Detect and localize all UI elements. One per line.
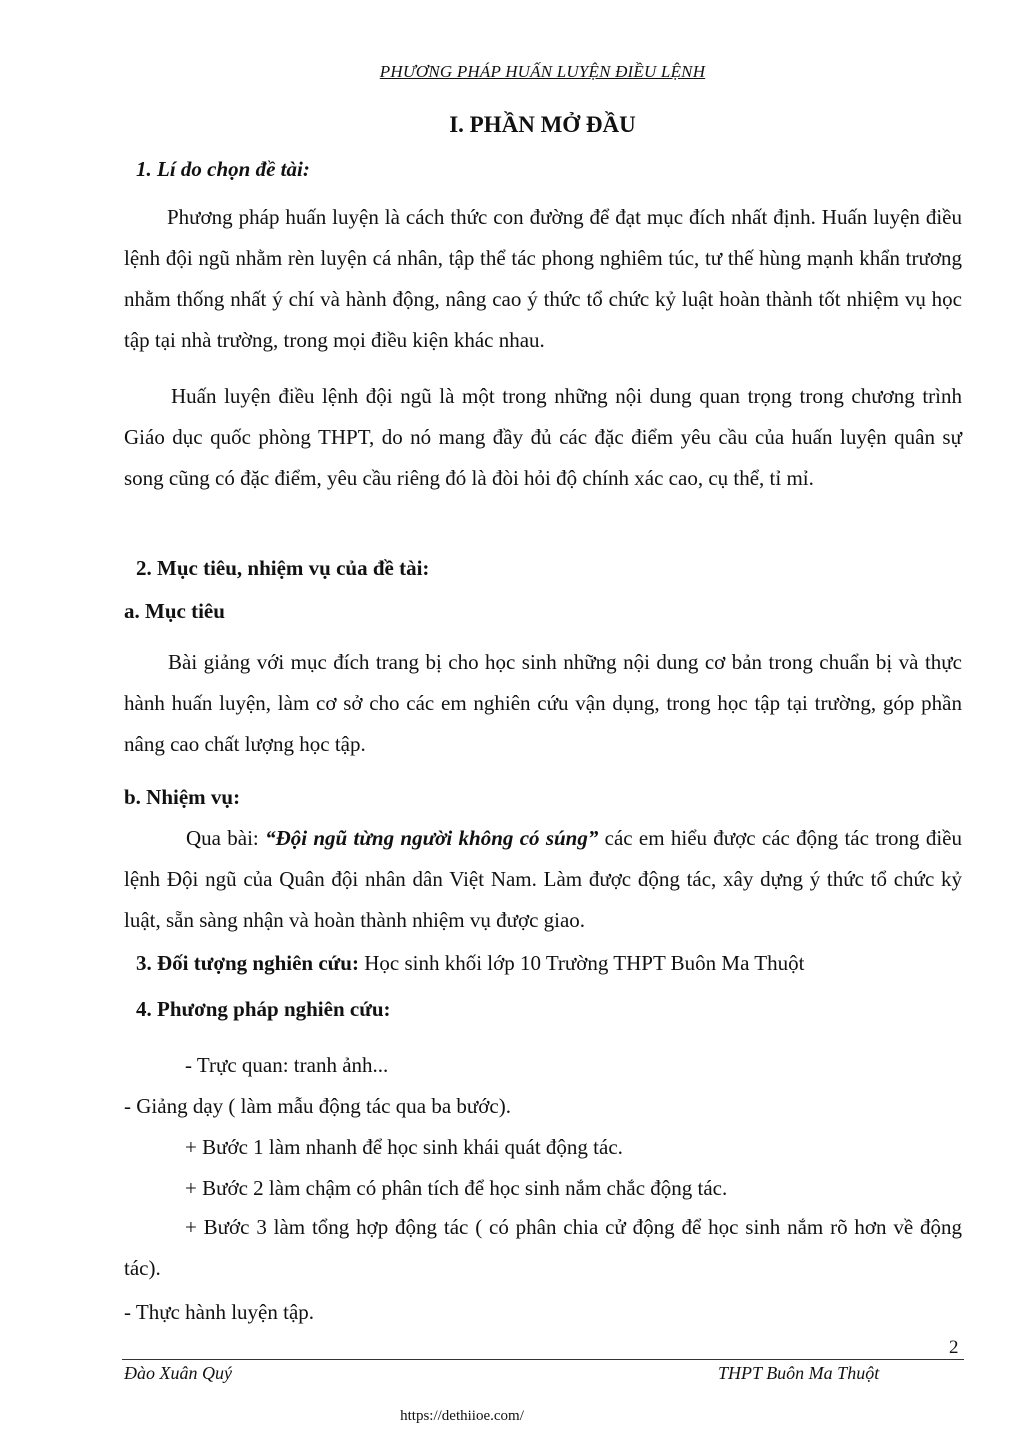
method-step-3	[124, 1207, 962, 1289]
paragraph-text: + Bước 3 làm tổng hợp động tác ( có phân chia cử động để học sinh nắm rõ hơn về động tác).	[124, 1215, 962, 1280]
tasks-text: các em hiểu được các động tác trong điều lệnh Đội ngũ của Quân đội nhân dân Việt Nam. Làm được động tác, xây dựng ý thức tổ chức kỷ luật, sẵn sàng nhận và hoàn thành nhiệm vụ được giao.	[124, 826, 962, 932]
footer-school: THPT Buôn Ma Thuột	[718, 1363, 880, 1383]
heading-methods: 4. Phương pháp nghiên cứu:	[136, 997, 391, 1021]
running-header: PHƯƠNG PHÁP HUẤN LUYỆN ĐIỀU LỆNH	[379, 62, 706, 81]
paragraph-reason-1	[124, 197, 962, 361]
footer-divider	[122, 1359, 964, 1360]
heading-goal: a. Mục tiêu	[124, 599, 225, 623]
paragraph-goal	[124, 642, 962, 765]
paragraph-text: Huấn luyện điều lệnh đội ngũ là một trong những nội dung quan trọng trong chương trình Giáo dục quốc phòng THPT, do nó mang đầy đủ các đặc điểm yêu cầu của huấn luyện quân sự song cũng có đặc điểm, yêu cầu riêng đó là đòi hỏi độ chính xác cao, cụ thể, tỉ mỉ.	[124, 384, 962, 490]
method-item: - Giảng dạy ( làm mẫu động tác qua ba bước).	[124, 1094, 511, 1118]
method-item: - Thực hành luyện tập.	[124, 1300, 315, 1324]
paragraph-text: Bài giảng với mục đích trang bị cho học sinh những nội dung cơ bản trong chuẩn bị và thực hành huấn luyện, làm cơ sở cho các em nghiên cứu vận dụng, trong học tập tại trường, góp phần nâng cao chất lượng học tập.	[124, 650, 962, 756]
paragraph-reason-2	[124, 376, 962, 499]
research-subject	[136, 951, 804, 976]
heading-tasks: b. Nhiệm vụ:	[124, 785, 241, 809]
heading-objectives: 2. Mục tiêu, nhiệm vụ của đề tài:	[136, 556, 430, 580]
method-step: + Bước 2 làm chậm có phân tích để học sinh nắm chắc động tác.	[185, 1176, 728, 1200]
section-title: I. PHẦN MỞ ĐẦU	[449, 112, 636, 137]
method-step: + Bước 1 làm nhanh để học sinh khái quát động tác.	[185, 1135, 623, 1159]
page-number: 2	[949, 1337, 959, 1358]
heading-subject: 3. Đối tượng nghiên cứu:	[136, 951, 359, 975]
lesson-title: “Đội ngũ từng người không có súng”	[265, 826, 599, 850]
method-item: - Trực quan: tranh ảnh...	[185, 1053, 389, 1077]
paragraph-text: Phương pháp huấn luyện là cách thức con đường để đạt mục đích nhất định. Huấn luyện điều lệnh đội ngũ nhằm rèn luyện cá nhân, tập thể tác phong nghiêm túc, tư thế hùng mạnh khẩn trương nhằm thống nhất ý chí và hành động, nâng cao ý thức tổ chức kỷ luật hoàn thành tốt nhiệm vụ học tập tại nhà trường, trong mọi điều kiện khác nhau.	[124, 205, 962, 352]
subject-text: Học sinh khối lớp 10 Trường THPT Buôn Ma Thuột	[358, 951, 805, 975]
tasks-prefix: Qua bài:	[186, 826, 266, 850]
heading-reason: 1. Lí do chọn đề tài:	[136, 157, 310, 181]
source-url: https://dethiioe.com/	[400, 1408, 524, 1424]
footer-author: Đào Xuân Quý	[124, 1363, 232, 1383]
paragraph-tasks	[124, 818, 962, 941]
